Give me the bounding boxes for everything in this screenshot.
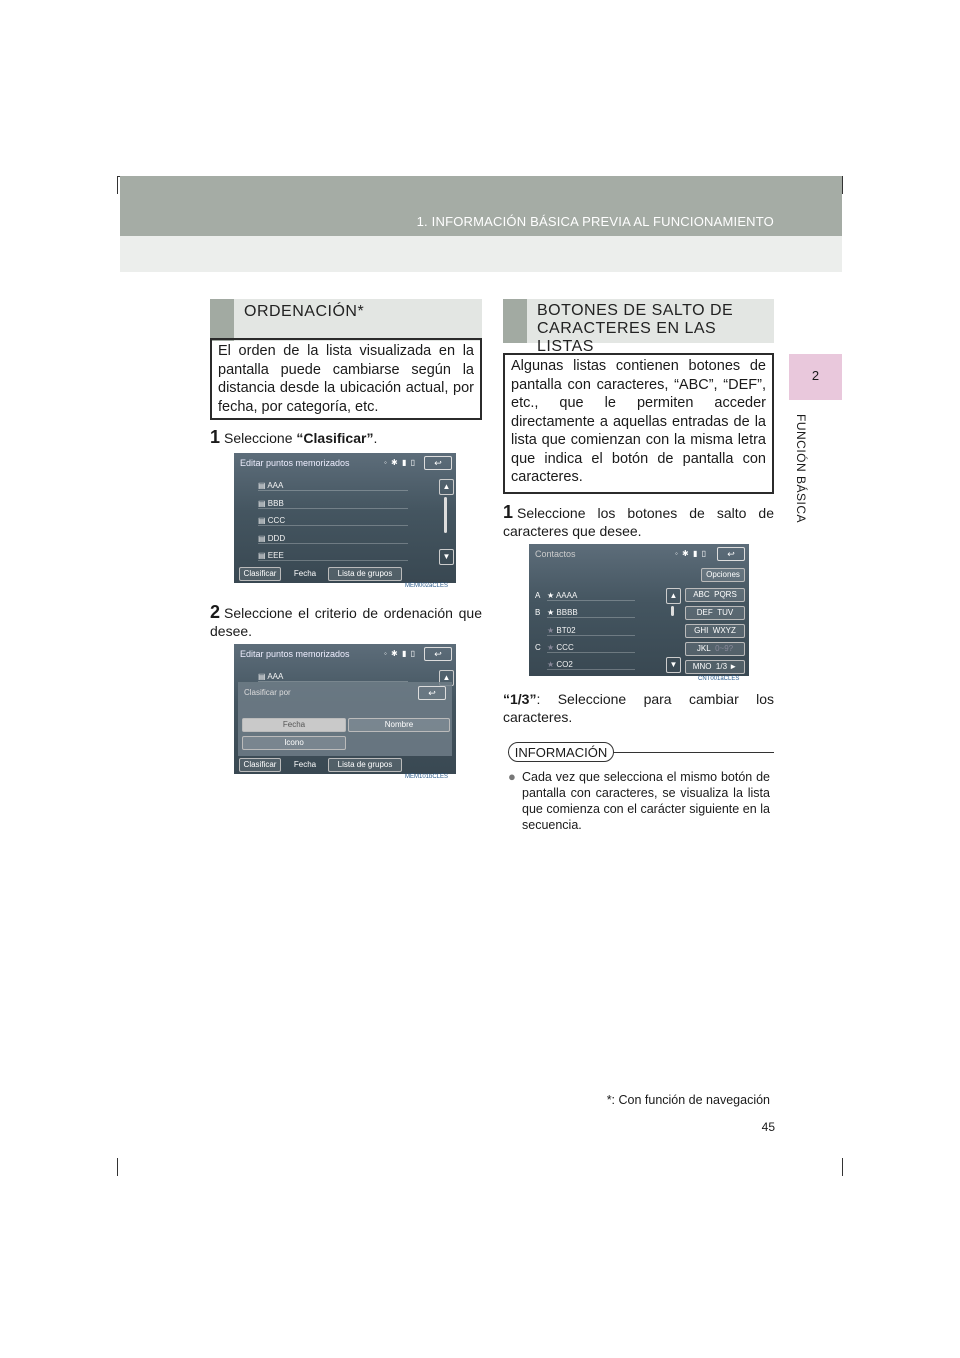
- jump-button-abc[interactable]: [685, 588, 745, 602]
- jump-label: ABC: [693, 590, 710, 599]
- scroll-up-icon[interactable]: ▲: [666, 588, 681, 604]
- jump-label: DEF: [696, 608, 713, 617]
- index-letter: A: [535, 591, 541, 600]
- index-letter: B: [535, 608, 541, 617]
- contact-name: CO2: [556, 660, 573, 669]
- lista-de-grupos-button[interactable]: Lista de grupos: [328, 567, 402, 581]
- chapter-number: 2: [811, 368, 820, 383]
- screen-code: MEM002aCLES: [405, 583, 449, 589]
- heading-text: [537, 302, 774, 356]
- contact-name: CCC: [556, 643, 574, 652]
- page-number: 45: [761, 1120, 775, 1134]
- screen-title: Contactos: [535, 549, 576, 559]
- page-header: [120, 176, 842, 236]
- crop-mark: [117, 1158, 118, 1176]
- option-icono[interactable]: Icono: [242, 736, 346, 750]
- dialog-back-icon[interactable]: ↩: [418, 686, 446, 700]
- step-1-left: [210, 428, 482, 447]
- star-icon: ★: [547, 591, 555, 600]
- list-item-label: DDD: [267, 534, 286, 543]
- scroll-down-icon[interactable]: ▼: [439, 549, 454, 565]
- contact-item[interactable]: [547, 660, 635, 670]
- list-item[interactable]: ▤ EEE: [258, 551, 408, 561]
- fecha-button[interactable]: Fecha: [293, 760, 317, 769]
- contact-name: BBBB: [556, 608, 578, 617]
- step-tail: .: [373, 430, 378, 446]
- explain-text: : Seleccione para cambiar los caracteres.: [503, 691, 774, 725]
- jump-label: 1/3 ►: [715, 662, 738, 671]
- crop-mark: [842, 176, 843, 194]
- contact-item[interactable]: [547, 591, 635, 601]
- heading-bar: [210, 299, 234, 341]
- back-icon[interactable]: ↩: [717, 547, 745, 561]
- header-title: 1. INFORMACIÓN BÁSICA PREVIA AL FUNCIONAMIENTO: [416, 214, 774, 229]
- clasificar-button[interactable]: Clasificar: [239, 758, 281, 772]
- chapter-tab: [789, 354, 842, 400]
- star-icon: ★: [547, 626, 555, 635]
- screen-code: MEM101bCLES: [405, 774, 449, 780]
- star-icon: ★: [547, 643, 555, 652]
- list-item[interactable]: ▤ CCC: [258, 516, 408, 526]
- heading-line-1: BOTONES DE SALTO DE: [537, 302, 734, 319]
- list-item-label: AAA: [267, 672, 284, 681]
- index-letter: C: [535, 643, 541, 652]
- chapter-label-wrap: [790, 414, 810, 554]
- scrollbar[interactable]: [671, 606, 674, 616]
- status-icons: ◦ ✱ ▮ ▯: [384, 458, 417, 467]
- option-nombre[interactable]: Nombre: [348, 718, 450, 732]
- crop-mark: [117, 176, 118, 194]
- scrollbar[interactable]: [444, 497, 447, 533]
- clasificar-button[interactable]: Clasificar: [239, 567, 281, 581]
- info-bullet-text: Cada vez que selecciona el mismo botón de pantalla con caracteres, se visualiza la lista que comienza con el carácter siguiente en la secuencia.: [522, 770, 770, 832]
- section-heading-ordenacion: [210, 299, 482, 341]
- screen-title: Editar puntos memorizados: [240, 458, 350, 468]
- fecha-button[interactable]: Fecha: [293, 569, 317, 578]
- screen-contactos: [529, 544, 749, 676]
- star-icon: ★: [547, 660, 555, 669]
- lista-de-grupos-button[interactable]: Lista de grupos: [328, 758, 402, 772]
- step-text: Seleccione el criterio de ordenación que desee.: [210, 605, 482, 639]
- heading-text: ORDENACIÓN*: [244, 303, 365, 320]
- jump-label: TUV: [717, 608, 734, 617]
- back-icon[interactable]: ↩: [424, 647, 452, 661]
- contact-item[interactable]: [547, 626, 635, 636]
- bullet-icon: ●: [508, 769, 516, 784]
- contact-name: BT02: [556, 626, 576, 635]
- explain-bold: “1/3”: [503, 691, 537, 707]
- star-icon: ★: [547, 608, 555, 617]
- ordenacion-intro: El orden de la lista visualizada en la pantalla puede cambiarse según la distancia desde la ubicación actual, por fecha, por categoría, etc.: [210, 338, 482, 420]
- step-text: Seleccione los botones de salto de caracteres que desee.: [503, 505, 774, 539]
- heading-bar: [503, 299, 527, 343]
- jump-button-def[interactable]: [685, 606, 745, 620]
- contact-item[interactable]: [547, 643, 635, 653]
- screen-editar-puntos: [234, 453, 456, 583]
- contact-name: AAAA: [555, 591, 578, 600]
- jump-label: MNO: [692, 662, 712, 671]
- step-2-left: [210, 603, 482, 640]
- screen-title: Editar puntos memorizados: [240, 649, 350, 659]
- section-heading-botones: [503, 299, 774, 355]
- chapter-label: FUNCIÓN BÁSICA: [794, 414, 808, 524]
- jump-button-mno[interactable]: [685, 660, 745, 674]
- info-bullet: [508, 769, 770, 833]
- screen-code: CNT001aCLES: [698, 676, 740, 682]
- list-item-label: CCC: [267, 516, 286, 525]
- page-subheader: [120, 236, 842, 272]
- list-item[interactable]: ▤ BBB: [258, 499, 408, 509]
- step-1-right: [503, 503, 774, 540]
- list-item-label: EEE: [267, 551, 284, 560]
- jump-label: PQRS: [714, 590, 737, 599]
- jump-button-ghi[interactable]: [685, 624, 745, 638]
- step-text: Seleccione: [224, 430, 297, 446]
- sort-dialog: [238, 682, 452, 756]
- step-bold: “Clasificar”: [296, 430, 374, 446]
- back-icon[interactable]: ↩: [424, 456, 452, 470]
- opciones-button[interactable]: Opciones: [701, 568, 745, 582]
- step-number: 1: [210, 427, 221, 447]
- list-item-label: BBB: [267, 499, 284, 508]
- scroll-up-icon[interactable]: ▲: [439, 479, 454, 495]
- jump-explanation: [503, 690, 774, 726]
- status-icons: ◦ ✱ ▮ ▯: [675, 549, 708, 558]
- botones-intro: Algunas listas contienen botones de pantalla con caracteres, “ABC”, “DEF”, etc., que le permiten acceder directamente a aquellas entradas de la lista que comienzan con la misma letra que indica el botón de pantalla con caracteres.: [503, 353, 774, 494]
- jump-label: GHI: [694, 626, 709, 635]
- footnote: *: Con función de navegación: [606, 1093, 770, 1107]
- scroll-down-icon[interactable]: ▼: [666, 657, 681, 673]
- status-icons: ◦ ✱ ▮ ▯: [384, 649, 417, 658]
- list-item-label: AAA: [267, 481, 284, 490]
- jump-button-jkl[interactable]: [685, 642, 745, 656]
- option-fecha[interactable]: Fecha: [242, 718, 346, 732]
- info-heading: INFORMACIÓN: [508, 742, 614, 762]
- jump-label: 0~9?: [715, 644, 734, 653]
- crop-mark: [842, 1158, 843, 1176]
- contact-item[interactable]: [547, 608, 635, 618]
- list-item[interactable]: ▤ DDD: [258, 534, 408, 544]
- jump-label: JKL: [696, 644, 711, 653]
- list-item[interactable]: ▤ AAA: [258, 481, 408, 491]
- dialog-title: Clasificar por: [244, 688, 291, 697]
- heading-line-2: CARACTERES EN LAS LISTAS: [537, 320, 717, 355]
- screen-clasificar-por: [234, 644, 456, 774]
- list-item[interactable]: ▤ AAA: [258, 672, 408, 682]
- step-number: 2: [210, 602, 221, 622]
- step-number: 1: [503, 502, 514, 522]
- scroll-up-icon[interactable]: ▲: [439, 670, 454, 686]
- jump-label: WXYZ: [712, 626, 736, 635]
